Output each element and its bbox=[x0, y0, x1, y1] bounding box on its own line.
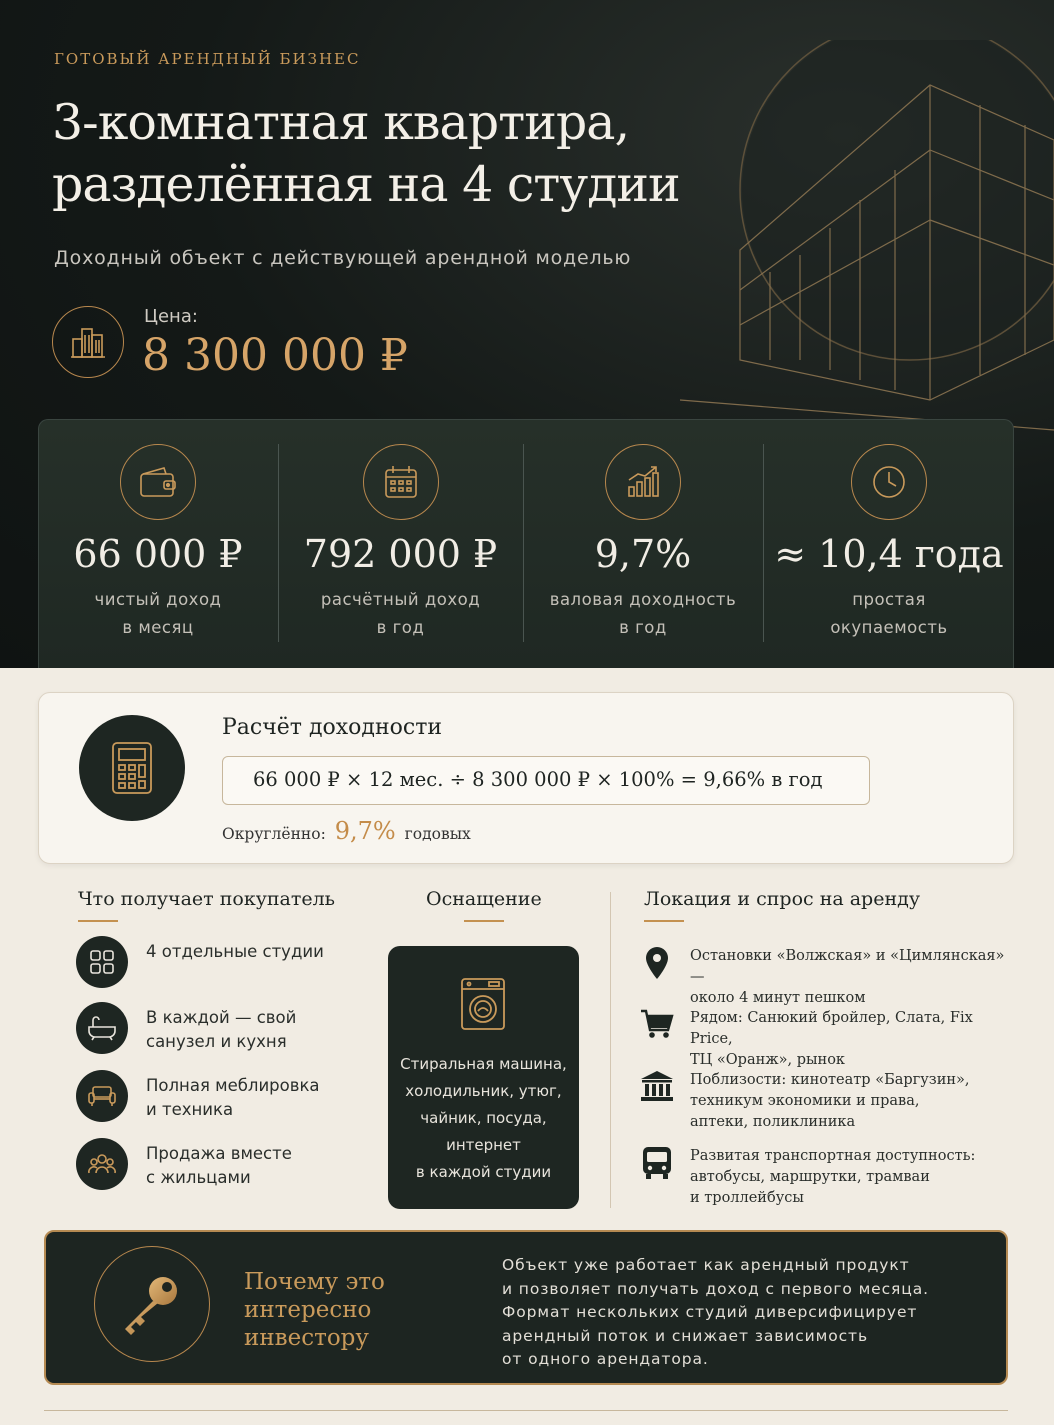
page-title bbox=[52, 92, 752, 216]
equipment-line: чайник, посуда, bbox=[420, 1109, 547, 1127]
location-text bbox=[690, 1146, 1020, 1209]
stats-panel bbox=[38, 419, 1014, 668]
buildings-icon bbox=[52, 306, 124, 378]
location-line: автобусы, маршрутки, трамваи bbox=[690, 1169, 930, 1185]
stat-gross-yield bbox=[524, 420, 762, 668]
stat-monthly-income bbox=[39, 420, 277, 668]
institution-icon bbox=[640, 1070, 674, 1104]
bus-icon bbox=[640, 1146, 674, 1180]
yield-calculation-card bbox=[38, 692, 1014, 864]
stat-label-line: в год bbox=[619, 618, 667, 637]
stat-value: ≈ 10,4 года bbox=[774, 532, 1004, 576]
stat-label-line: в год bbox=[376, 618, 425, 637]
benefit-line: с жильцами bbox=[146, 1168, 251, 1187]
equipment-line: холодильник, утюг, bbox=[405, 1082, 562, 1100]
location-line: около 4 минут пешком bbox=[690, 990, 866, 1006]
location-line: и троллейбусы bbox=[690, 1190, 804, 1206]
benefit-line: санузел и кухня bbox=[146, 1032, 287, 1051]
clock-icon bbox=[851, 444, 927, 520]
location-item bbox=[640, 1070, 1010, 1134]
stat-value: 9,7% bbox=[594, 532, 692, 576]
benefit-line: и техника bbox=[146, 1100, 234, 1119]
equipment-text bbox=[388, 1051, 579, 1186]
why-text-line: от одного арендатора. bbox=[502, 1350, 709, 1368]
location-line: Развитая транспортная доступность: bbox=[690, 1148, 976, 1164]
formula-box: 66 000 ₽ × 12 мес. ÷ 8 300 000 ₽ × 100% = 9,66% в год bbox=[222, 756, 870, 805]
location-line: Поблизости: кинотеатр «Баргузин», bbox=[690, 1072, 970, 1088]
stat-label bbox=[279, 586, 522, 642]
hero-section bbox=[0, 0, 1054, 668]
location-item bbox=[640, 1146, 1010, 1210]
location-text bbox=[690, 1070, 1020, 1133]
benefit-line: Полная меблировка bbox=[146, 1076, 320, 1095]
equipment-line: в каждой студии bbox=[415, 1163, 552, 1181]
washing-machine-icon bbox=[459, 976, 507, 1036]
stat-value: 66 000 ₽ bbox=[73, 532, 243, 576]
benefit-item bbox=[76, 1002, 376, 1062]
why-text bbox=[502, 1254, 982, 1372]
stat-label bbox=[39, 586, 277, 642]
rounded-suffix: годовых bbox=[404, 825, 471, 843]
rounded-value: 9,7% bbox=[334, 817, 396, 845]
stat-payback bbox=[764, 420, 1014, 668]
sofa-icon bbox=[76, 1070, 128, 1122]
hero-kicker: ГОТОВЫЙ АРЕНДНЫЙ БИЗНЕС bbox=[54, 50, 361, 68]
rounded-label: Округлённо: bbox=[222, 825, 326, 843]
benefit-text bbox=[146, 1142, 292, 1190]
title-line-2: разделённая на 4 студии bbox=[52, 156, 680, 213]
benefit-text bbox=[146, 940, 324, 964]
location-line: ТЦ «Оранж», рынок bbox=[690, 1052, 845, 1068]
stat-label-line: чистый доход bbox=[94, 590, 222, 609]
map-pin-icon bbox=[640, 946, 674, 980]
location-line: аптеки, поликлиника bbox=[690, 1114, 856, 1130]
benefit-line: Продажа вместе bbox=[146, 1144, 292, 1163]
price-value: 8 300 000 ₽ bbox=[142, 330, 408, 381]
why-text-line: Объект уже работает как арендный продукт bbox=[502, 1256, 910, 1274]
stat-label-line: в месяц bbox=[122, 618, 194, 637]
why-title bbox=[244, 1268, 434, 1352]
people-icon bbox=[76, 1138, 128, 1190]
stat-label-line: простая bbox=[852, 590, 926, 609]
calc-title: Расчёт доходности bbox=[222, 715, 443, 740]
benefit-line: 4 отдельные студии bbox=[146, 942, 324, 961]
why-title-line: Почему это bbox=[244, 1269, 385, 1295]
why-text-line: и позволяет получать доход с первого месяца. bbox=[502, 1279, 929, 1298]
title-line-1: 3-комнатная квартира, bbox=[52, 94, 630, 151]
shopping-cart-icon bbox=[640, 1008, 674, 1042]
stat-label-line: окупаемость bbox=[830, 618, 948, 637]
grid-icon bbox=[76, 936, 128, 988]
page-subtitle: Доходный объект с действующей арендной моделью bbox=[54, 247, 632, 269]
location-heading: Локация и спрос на аренду bbox=[644, 888, 921, 910]
growth-chart-icon bbox=[605, 444, 681, 520]
why-text-line: Формат нескольких студий диверсифицирует bbox=[502, 1303, 918, 1321]
buyer-heading: Что получает покупатель bbox=[78, 888, 336, 910]
benefit-item bbox=[76, 936, 376, 996]
benefit-item bbox=[76, 1138, 376, 1198]
stat-label bbox=[524, 586, 762, 642]
investor-reason-banner bbox=[44, 1230, 1008, 1385]
calculator-icon bbox=[79, 715, 185, 821]
divider bbox=[44, 1410, 1008, 1411]
location-item bbox=[640, 1008, 1010, 1068]
stat-value: 792 000 ₽ bbox=[303, 532, 498, 576]
key-icon bbox=[94, 1246, 210, 1362]
location-text bbox=[690, 946, 1020, 1009]
calendar-icon bbox=[363, 444, 439, 520]
why-text-line: арендный поток и снижает зависимость bbox=[502, 1326, 869, 1345]
equipment-card bbox=[388, 946, 579, 1209]
location-item bbox=[640, 946, 1010, 1006]
rounded-result bbox=[222, 817, 471, 845]
location-line: техникум экономики и права, bbox=[690, 1093, 920, 1109]
price-label: Цена: bbox=[144, 306, 198, 327]
why-title-line: инвестору bbox=[244, 1325, 369, 1351]
stat-label bbox=[764, 586, 1014, 642]
benefit-text bbox=[146, 1006, 296, 1054]
why-title-line: интересно bbox=[244, 1297, 372, 1323]
location-line: Остановки «Волжская» и «Цимлянская» — bbox=[690, 948, 1005, 985]
bathtub-icon bbox=[76, 1002, 128, 1054]
wallet-icon bbox=[120, 444, 196, 520]
stat-label-line: валовая доходность bbox=[549, 590, 737, 609]
equipment-line: интернет bbox=[446, 1136, 521, 1154]
location-text bbox=[690, 1008, 1020, 1071]
benefit-line: В каждой — свой bbox=[146, 1008, 297, 1027]
equipment-line: Стиральная машина, bbox=[400, 1055, 567, 1073]
stat-label-line: расчётный доход bbox=[320, 590, 481, 609]
stat-yearly-income bbox=[279, 420, 522, 668]
equipment-heading: Оснащение bbox=[426, 888, 542, 910]
benefit-item bbox=[76, 1070, 376, 1130]
benefit-text bbox=[146, 1074, 320, 1122]
location-line: Рядом: Санюкий бройлер, Слата, Fix Price, bbox=[690, 1010, 973, 1047]
divider bbox=[610, 892, 611, 1208]
